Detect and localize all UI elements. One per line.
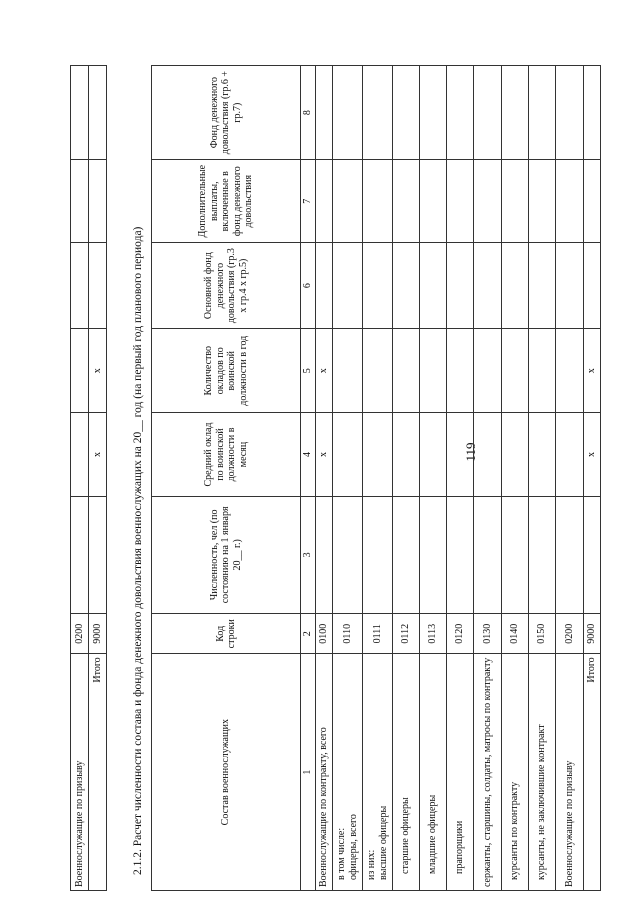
cell <box>420 243 447 329</box>
cell: x <box>316 329 333 413</box>
table-row <box>363 66 393 891</box>
row-label-sub: высшие офицеры <box>377 805 389 880</box>
cell: x <box>89 413 107 496</box>
cell <box>529 160 556 243</box>
cell <box>447 496 474 614</box>
cell <box>71 329 89 413</box>
table-row <box>502 66 529 891</box>
cell <box>529 329 556 413</box>
cell <box>556 160 584 243</box>
cell <box>556 413 584 496</box>
cell <box>393 413 420 496</box>
cell <box>474 66 502 160</box>
row-label <box>333 654 363 891</box>
cell <box>363 413 393 496</box>
row-code: 9000 <box>89 614 107 654</box>
row-label-text: курсанты, не заключившие контракт <box>536 724 548 880</box>
cell <box>447 160 474 243</box>
row-code: 0200 <box>556 614 584 654</box>
header-col8: Фонд денежного довольствия (гр.6 + гр.7) <box>152 66 301 160</box>
cell <box>316 496 333 614</box>
col-number: 6 <box>301 243 316 329</box>
col-number: 8 <box>301 66 316 160</box>
row-code: 0130 <box>474 614 502 654</box>
cell <box>333 243 363 329</box>
cell <box>474 329 502 413</box>
cell <box>420 160 447 243</box>
table-row <box>584 66 601 891</box>
cell <box>474 413 502 496</box>
table-row <box>71 66 89 891</box>
cell <box>502 160 529 243</box>
row-code: 0111 <box>363 614 393 654</box>
cell <box>316 66 333 160</box>
cell <box>89 160 107 243</box>
top-partial-table <box>70 65 107 891</box>
page-number: 119 <box>463 442 478 462</box>
header-col5: Количество окладов по воинской должности в год <box>152 329 301 413</box>
cell <box>529 243 556 329</box>
cell <box>420 413 447 496</box>
row-label <box>556 654 584 891</box>
cell <box>393 66 420 160</box>
row-code: 0110 <box>333 614 363 654</box>
header-col3: Численность, чел (по состоянию на 1 января 20__ г.) <box>152 496 301 614</box>
table-row <box>474 66 502 891</box>
row-code: 0100 <box>316 614 333 654</box>
cell <box>363 66 393 160</box>
cell <box>584 66 601 160</box>
header-col7: Дополнительные выплаты, включенные в фонд денежного довольствия <box>152 160 301 243</box>
cell <box>363 496 393 614</box>
cell: x <box>584 329 601 413</box>
cell <box>393 329 420 413</box>
cell <box>71 66 89 160</box>
row-label-text: младшие офицеры <box>427 794 439 874</box>
col-number: 3 <box>301 496 316 614</box>
cell <box>89 66 107 160</box>
cell <box>474 160 502 243</box>
cell <box>333 66 363 160</box>
cell <box>316 160 333 243</box>
header-col6: Основной фонд денежного довольствия (гр.3 х гр.4 х гр.5) <box>152 243 301 329</box>
table-row <box>89 66 107 891</box>
header-col1: Состав военнослужащих <box>152 654 301 891</box>
row-label-text: прапорщики <box>454 820 466 874</box>
cell <box>556 243 584 329</box>
cell <box>333 160 363 243</box>
table-row <box>333 66 363 891</box>
cell <box>447 66 474 160</box>
cell <box>420 66 447 160</box>
row-label-text: Военнослужащие по призыву <box>563 760 575 887</box>
cell <box>502 243 529 329</box>
col-number: 2 <box>301 614 316 654</box>
cell <box>502 496 529 614</box>
row-label-text: Итого <box>586 657 598 683</box>
row-label-text: старшие офицеры <box>400 797 412 874</box>
cell <box>71 413 89 496</box>
cell <box>502 329 529 413</box>
row-code: 0113 <box>420 614 447 654</box>
row-label <box>502 654 529 891</box>
table-row <box>447 66 474 891</box>
row-label-text: сержанты, старшины, солдаты, матросы по контракту <box>481 657 493 887</box>
row-label: Итого <box>89 654 107 891</box>
row-label-sub: офицеры, всего <box>347 814 359 880</box>
col-number: 4 <box>301 413 316 496</box>
row-code: 0120 <box>447 614 474 654</box>
section-title: 2.1.2. Расчет численности состава и фонда денежного довольствия военнослужащих на 20__ год (на первый год планового периода) <box>132 226 144 875</box>
row-label-text: курсанты по контракту <box>509 781 521 880</box>
cell <box>529 496 556 614</box>
header-row <box>152 66 301 891</box>
cell <box>529 66 556 160</box>
cell: x <box>316 413 333 496</box>
col-number: 5 <box>301 329 316 413</box>
cell: x <box>89 329 107 413</box>
cell <box>333 413 363 496</box>
header-col2: Код строки <box>152 614 301 654</box>
cell <box>502 66 529 160</box>
cell <box>333 329 363 413</box>
cell <box>474 243 502 329</box>
row-label: Военнослужащие по призыву <box>71 654 89 891</box>
row-label-text: в том числе: <box>336 827 347 880</box>
header-col4: Средний оклад по воинской должности в месяц <box>152 413 301 496</box>
cell <box>71 160 89 243</box>
row-code: 0200 <box>71 614 89 654</box>
row-code: 0112 <box>393 614 420 654</box>
row-label <box>447 654 474 891</box>
table-row <box>556 66 584 891</box>
cell <box>584 243 601 329</box>
cell <box>71 496 89 614</box>
cell <box>363 243 393 329</box>
col-number: 1 <box>301 654 316 891</box>
row-label <box>529 654 556 891</box>
cell <box>89 496 107 614</box>
main-table-body <box>316 66 601 891</box>
cell <box>447 413 474 496</box>
cell <box>556 329 584 413</box>
row-code: 0150 <box>529 614 556 654</box>
cell <box>393 160 420 243</box>
cell <box>474 496 502 614</box>
cell <box>393 243 420 329</box>
cell <box>529 413 556 496</box>
table-row <box>393 66 420 891</box>
row-label <box>393 654 420 891</box>
cell <box>447 243 474 329</box>
table-row <box>316 66 333 891</box>
cell <box>89 243 107 329</box>
cell: x <box>584 413 601 496</box>
row-label <box>420 654 447 891</box>
table-row <box>529 66 556 891</box>
row-label-text: Военнослужащие по контракту, всего <box>318 727 330 887</box>
cell <box>584 160 601 243</box>
row-label <box>316 654 333 891</box>
main-table <box>151 65 601 891</box>
row-code: 9000 <box>584 614 601 654</box>
cell <box>393 496 420 614</box>
col-number: 7 <box>301 160 316 243</box>
cell <box>556 66 584 160</box>
cell <box>363 160 393 243</box>
cell <box>333 496 363 614</box>
cell <box>447 329 474 413</box>
cell <box>584 496 601 614</box>
cell <box>556 496 584 614</box>
row-label <box>584 654 601 891</box>
row-label <box>474 654 502 891</box>
row-label <box>363 654 393 891</box>
cell <box>420 329 447 413</box>
cell <box>502 413 529 496</box>
cell <box>71 243 89 329</box>
column-number-row <box>301 66 316 891</box>
table-row <box>420 66 447 891</box>
row-code: 0140 <box>502 614 529 654</box>
cell <box>363 329 393 413</box>
cell <box>316 243 333 329</box>
row-label-text: из них: <box>366 849 377 880</box>
cell <box>420 496 447 614</box>
